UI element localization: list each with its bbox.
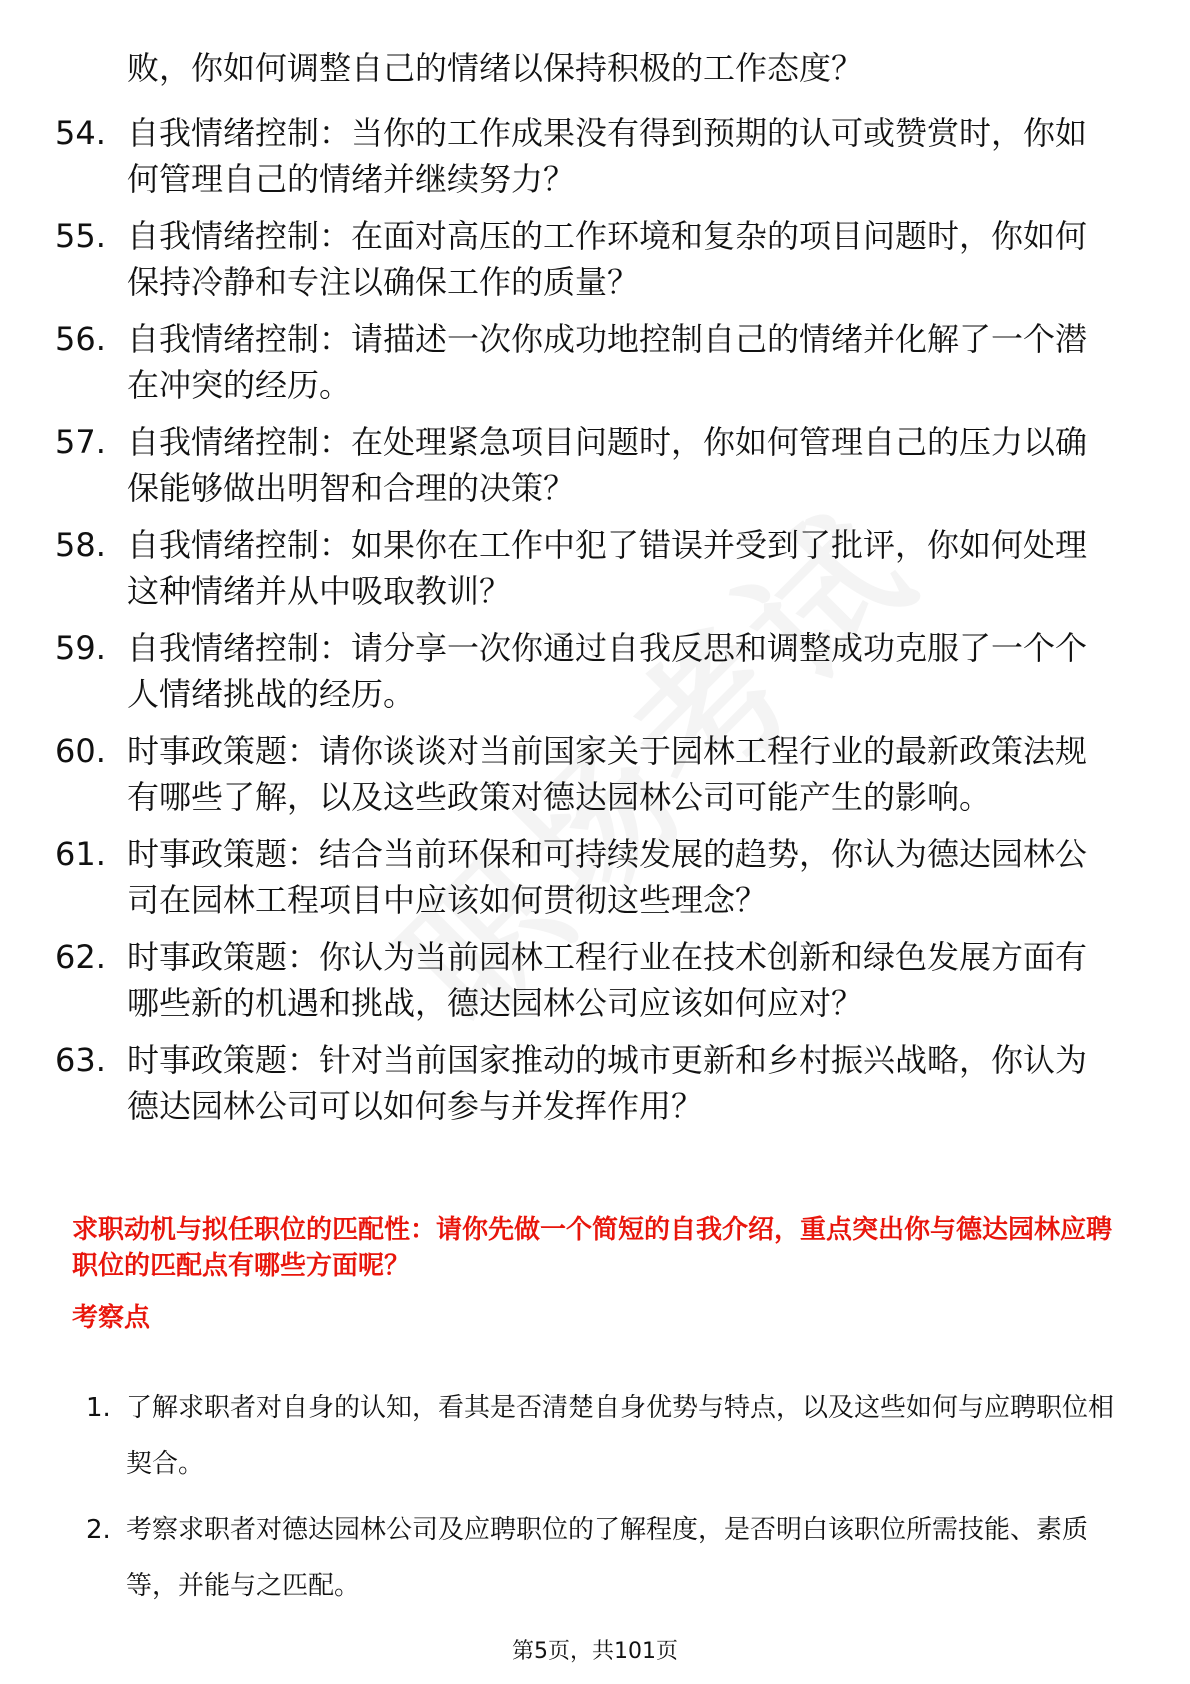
question-text: 自我情绪控制：如果你在工作中犯了错误并受到了批评，你如何处理这种情绪并从中吸取教训？ (127, 526, 1088, 610)
question-text: 时事政策题：你认为当前园林工程行业在技术创新和绿色发展方面有哪些新的机遇和挑战，德达园林公司应该如何应对？ (127, 938, 1088, 1022)
page-number-footer: 第5页，共101页 (512, 1639, 678, 1664)
question-number: 62. (55, 938, 106, 976)
question-item (0, 728, 1117, 820)
question-text: 时事政策题：针对当前国家推动的城市更新和乡村振兴战略，你认为德达园林公司可以如何参与并发挥作用？ (127, 1041, 1088, 1125)
point-number: 1. (86, 1393, 111, 1423)
question-item (0, 522, 1117, 614)
question-number: 63. (55, 1041, 106, 1079)
question-number: 57. (55, 423, 106, 461)
list-item (0, 1380, 1116, 1492)
section-heading: 求职动机与拟任职位的匹配性：请你先做一个简短的自我介绍，重点突出你与德达园林应聘职位的匹配点有哪些方面呢？ (72, 1215, 1113, 1281)
point-number: 2. (86, 1515, 111, 1545)
question-text: 自我情绪控制：在面对高压的工作环境和复杂的项目问题时，你如何保持冷静和专注以确保工作的质量？ (127, 217, 1088, 301)
question-text: 自我情绪控制：当你的工作成果没有得到预期的认可或赞赏时，你如何管理自己的情绪并继续努力？ (127, 114, 1088, 198)
question-text: 自我情绪控制：在处理紧急项目问题时，你如何管理自己的压力以确保能够做出明智和合理的决策？ (127, 423, 1088, 507)
question-text: 时事政策题：请你谈谈对当前国家关于园林工程行业的最新政策法规有哪些了解，以及这些政策对德达园林公司可能产生的影响。 (127, 732, 1088, 816)
question-number: 61. (55, 835, 106, 873)
question-item (0, 831, 1117, 923)
question-item (0, 419, 1117, 511)
question-item (0, 1037, 1117, 1129)
question-item (0, 934, 1117, 1026)
question-list (0, 110, 1190, 1140)
question-number: 56. (55, 320, 106, 358)
assessment-points-list (0, 1380, 1190, 1624)
continued-question-text: 败，你如何调整自己的情绪以保持积极的工作态度？ (127, 49, 864, 87)
question-number: 59. (55, 629, 106, 667)
question-number: 54. (55, 114, 106, 152)
question-number: 60. (55, 732, 106, 770)
question-number: 58. (55, 526, 106, 564)
list-item (0, 1502, 1116, 1614)
question-item (0, 110, 1117, 202)
question-item (0, 625, 1117, 717)
question-text: 时事政策题：结合当前环保和可持续发展的趋势，你认为德达园林公司在园林工程项目中应该如何贯彻这些理念？ (127, 835, 1088, 919)
point-text: 考察求职者对德达园林公司及应聘职位的了解程度，是否明白该职位所需技能、素质等，并能与之匹配。 (126, 1515, 1089, 1601)
point-text: 了解求职者对自身的认知，看其是否清楚自身优势与特点，以及这些如何与应聘职位相契合。 (126, 1393, 1115, 1479)
question-number: 55. (55, 217, 106, 255)
question-item (0, 213, 1117, 305)
question-text: 自我情绪控制：请描述一次你成功地控制自己的情绪并化解了一个潜在冲突的经历。 (127, 320, 1088, 404)
question-text: 自我情绪控制：请分享一次你通过自我反思和调整成功克服了一个个人情绪挑战的经历。 (127, 629, 1088, 713)
question-item (0, 316, 1117, 408)
assessment-points-heading: 考察点 (72, 1303, 151, 1333)
